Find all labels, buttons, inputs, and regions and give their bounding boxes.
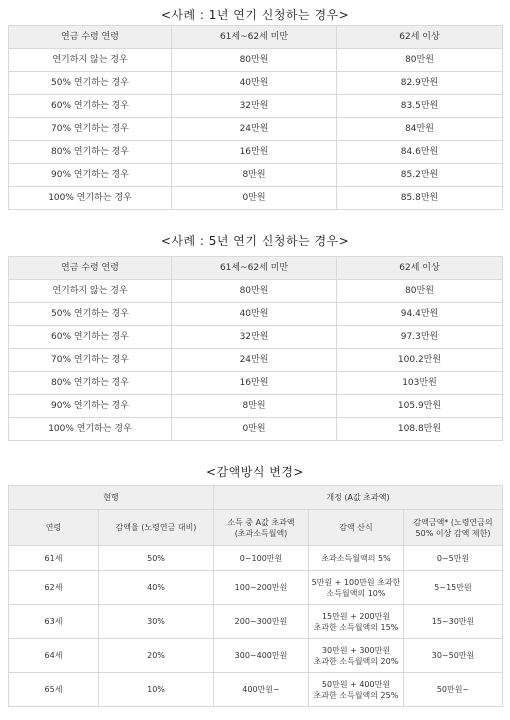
cell-value: 100.2만원 — [337, 349, 503, 372]
header-age-62-plus: 62세 이상 — [337, 26, 503, 49]
cell-value: 16만원 — [172, 372, 337, 395]
row-label: 50% 연기하는 경우 — [9, 303, 172, 326]
group-current: 현행 — [9, 486, 214, 510]
cell-value: 32만원 — [172, 326, 337, 349]
cell-rate: 30% — [99, 605, 214, 639]
cell-formula: 초과소득월액의 5% — [309, 546, 404, 571]
cell-value: 85.2만원 — [337, 164, 503, 187]
row-label: 80% 연기하는 경우 — [9, 372, 172, 395]
table-row — [9, 187, 503, 210]
cell-value: 16만원 — [172, 141, 337, 164]
cell-amount: 30~50만원 — [404, 639, 503, 673]
cell-value: 94.4만원 — [337, 303, 503, 326]
cell-age: 61세 — [9, 546, 99, 571]
header-age-61-62: 61세~62세 미만 — [172, 26, 337, 49]
cell-rate: 20% — [99, 639, 214, 673]
table-row — [9, 118, 503, 141]
cell-value: 32만원 — [172, 95, 337, 118]
cell-amount: 5~15만원 — [404, 571, 503, 605]
row-label: 90% 연기하는 경우 — [9, 395, 172, 418]
group-revised: 개정 (A값 초과액) — [214, 486, 503, 510]
table-row — [9, 49, 503, 72]
table-header-row — [9, 26, 503, 49]
deferral-1yr-table — [8, 25, 503, 210]
row-label: 90% 연기하는 경우 — [9, 164, 172, 187]
cell-value: 97.3만원 — [337, 326, 503, 349]
cell-value: 80만원 — [337, 280, 503, 303]
table-row — [9, 141, 503, 164]
table-row — [9, 372, 503, 395]
cell-value: 8만원 — [172, 164, 337, 187]
table-row — [9, 349, 503, 372]
table-row — [9, 326, 503, 349]
cell-rate: 50% — [99, 546, 214, 571]
table-row — [9, 280, 503, 303]
table-row — [9, 395, 503, 418]
row-label: 연기하지 않는 경우 — [9, 280, 172, 303]
cell-age: 62세 — [9, 571, 99, 605]
cell-value: 85.8만원 — [337, 187, 503, 210]
table-row — [9, 95, 503, 118]
cell-age: 64세 — [9, 639, 99, 673]
cell-value: 80만원 — [337, 49, 503, 72]
table-row — [9, 571, 503, 605]
table-row — [9, 605, 503, 639]
cell-amount: 15~30만원 — [404, 605, 503, 639]
cell-value: 24만원 — [172, 349, 337, 372]
cell-value: 24만원 — [172, 118, 337, 141]
cell-income: 0~100만원 — [214, 546, 309, 571]
cell-value: 108.8만원 — [337, 418, 503, 441]
cell-formula: 30만원 + 300만원 초과한 소득월액의 20% — [309, 639, 404, 673]
reduction-method-table — [8, 485, 503, 707]
cell-value: 40만원 — [172, 303, 337, 326]
cell-value: 103만원 — [337, 372, 503, 395]
cell-income: 200~300만원 — [214, 605, 309, 639]
row-label: 연기하지 않는 경우 — [9, 49, 172, 72]
cell-value: 0만원 — [172, 187, 337, 210]
table-row — [9, 164, 503, 187]
cell-value: 80만원 — [172, 280, 337, 303]
row-label: 100% 연기하는 경우 — [9, 418, 172, 441]
table3-caption: <감액방식 변경> — [206, 465, 304, 479]
header-pension-age: 연금 수령 연령 — [9, 26, 172, 49]
cell-income: 300~400만원 — [214, 639, 309, 673]
table2-caption: <사례 : 5년 연기 신청하는 경우> — [160, 234, 350, 248]
table-row — [9, 418, 503, 441]
cell-value: 0만원 — [172, 418, 337, 441]
table-row — [9, 673, 503, 707]
cell-formula: 5만원 + 100만원 초과한 소득월액의 10% — [309, 571, 404, 605]
cell-age: 65세 — [9, 673, 99, 707]
table-row — [9, 546, 503, 571]
header-reduction-amount: 감액금액* (노령연금의 50% 이상 감액 제한) — [404, 510, 503, 546]
header-reduction-rate: 감액율 (노령연금 대비) — [99, 510, 214, 546]
row-label: 60% 연기하는 경우 — [9, 326, 172, 349]
row-label: 70% 연기하는 경우 — [9, 349, 172, 372]
deferral-5yr-table — [8, 256, 503, 441]
cell-amount: 0~5만원 — [404, 546, 503, 571]
cell-formula: 50만원 + 400만원 초과한 소득월액의 25% — [309, 673, 404, 707]
row-label: 50% 연기하는 경우 — [9, 72, 172, 95]
table-row — [9, 72, 503, 95]
header-age: 연령 — [9, 510, 99, 546]
table-header-row — [9, 257, 503, 280]
cell-rate: 10% — [99, 673, 214, 707]
row-label: 60% 연기하는 경우 — [9, 95, 172, 118]
table-group-header-row — [9, 486, 503, 510]
header-age-62-plus: 62세 이상 — [337, 257, 503, 280]
cell-value: 82.9만원 — [337, 72, 503, 95]
cell-age: 63세 — [9, 605, 99, 639]
cell-value: 40만원 — [172, 72, 337, 95]
table-row — [9, 303, 503, 326]
cell-value: 84만원 — [337, 118, 503, 141]
row-label: 80% 연기하는 경우 — [9, 141, 172, 164]
cell-amount: 50만원~ — [404, 673, 503, 707]
table-row — [9, 639, 503, 673]
table-header-row — [9, 510, 503, 546]
table1-caption: <사례 : 1년 연기 신청하는 경우> — [160, 8, 350, 22]
cell-rate: 40% — [99, 571, 214, 605]
cell-income: 100~200만원 — [214, 571, 309, 605]
cell-value: 84.6만원 — [337, 141, 503, 164]
header-age-61-62: 61세~62세 미만 — [172, 257, 337, 280]
cell-value: 80만원 — [172, 49, 337, 72]
cell-value: 8만원 — [172, 395, 337, 418]
cell-income: 400만원~ — [214, 673, 309, 707]
cell-value: 83.5만원 — [337, 95, 503, 118]
row-label: 100% 연기하는 경우 — [9, 187, 172, 210]
cell-formula: 15만원 + 200만원 초과한 소득월액의 15% — [309, 605, 404, 639]
cell-value: 105.9만원 — [337, 395, 503, 418]
header-formula: 감액 산식 — [309, 510, 404, 546]
row-label: 70% 연기하는 경우 — [9, 118, 172, 141]
header-pension-age: 연금 수령 연령 — [9, 257, 172, 280]
header-excess-income: 소득 중 A값 초과액 (초과소득월액) — [214, 510, 309, 546]
